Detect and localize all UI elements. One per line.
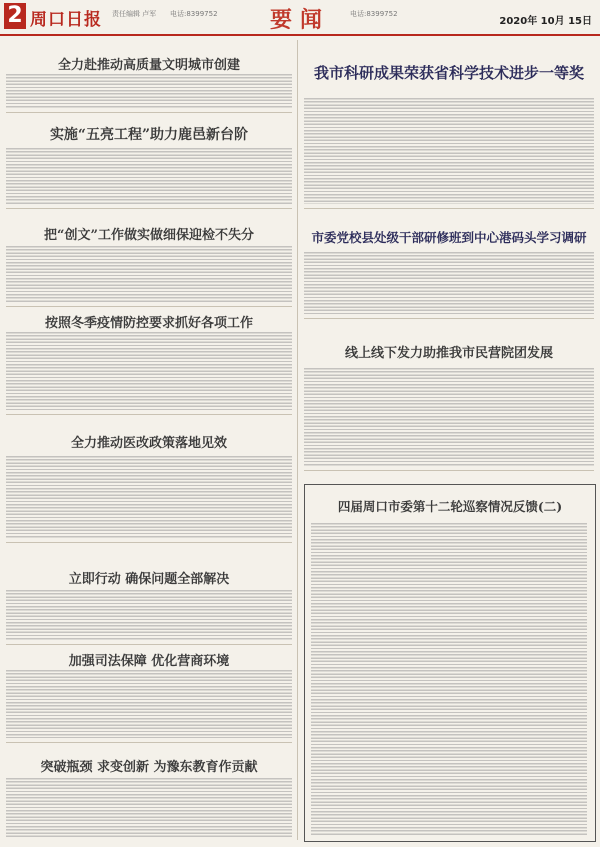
masthead: [0, 0, 600, 36]
article-epidemic-control: [6, 308, 292, 415]
section-tel: 电话:8399752: [350, 10, 398, 18]
headline: 按照冬季疫情防控要求抓好各项工作: [44, 316, 253, 331]
headline: 实施“五亮工程”助力鹿邑新台阶: [49, 127, 249, 143]
body-text: [6, 670, 292, 738]
headline: 加强司法保障 优化营商环境: [68, 654, 230, 669]
body-text: [304, 368, 594, 466]
article-judicial-guarantee: [6, 646, 292, 743]
page-number: 2: [4, 3, 26, 29]
article-creation-civilized-city: [6, 40, 292, 113]
article-medical-reform: [6, 416, 292, 543]
inspection-feedback-box: [304, 484, 596, 842]
headline: 市委党校县处级干部研修班到中心港码头学习调研: [311, 230, 587, 245]
headline: 四届周口市委第十二轮巡察情况反馈(二): [337, 499, 563, 514]
article-science-award: [304, 40, 594, 209]
body-text: [304, 98, 594, 204]
article-private-troupes: [304, 320, 594, 471]
body-text: [6, 332, 292, 410]
headline: 把“创文”工作做实做细保迎检不失分: [44, 228, 254, 243]
body-text: [6, 456, 292, 538]
tel-note: 电话:8399752: [170, 10, 218, 18]
body-text: [6, 148, 292, 204]
headline: 我市科研成果荣获省科学技术进步一等奖: [313, 64, 584, 82]
article-party-school: [304, 210, 594, 319]
headline: 全力赴推动高质量文明城市创建: [57, 58, 240, 73]
body-text: [6, 246, 292, 302]
article-immediate-action: [6, 544, 292, 645]
article-five-bright: [6, 114, 292, 209]
editor-note: 责任编辑 卢军: [112, 10, 157, 18]
body-text: [311, 523, 587, 835]
publication-date: 2020年 10月 15日: [499, 16, 592, 27]
headline: 立即行动 确保问题全部解决: [68, 572, 230, 587]
headline: 全力推动医改政策落地见效: [70, 436, 227, 451]
section-title: 要闻: [270, 7, 331, 33]
column-divider: [297, 40, 298, 840]
headline: 线上线下发力助推我市民营院团发展: [344, 346, 553, 361]
article-create-civilization: [6, 210, 292, 307]
article-education: [6, 744, 292, 842]
headline: 突破瓶颈 求变创新 为豫东教育作贡献: [40, 760, 258, 775]
body-text: [304, 252, 594, 314]
body-text: [6, 74, 292, 108]
body-text: [6, 778, 292, 838]
body-text: [6, 590, 292, 640]
paper-logo: 周口日报: [30, 10, 102, 30]
